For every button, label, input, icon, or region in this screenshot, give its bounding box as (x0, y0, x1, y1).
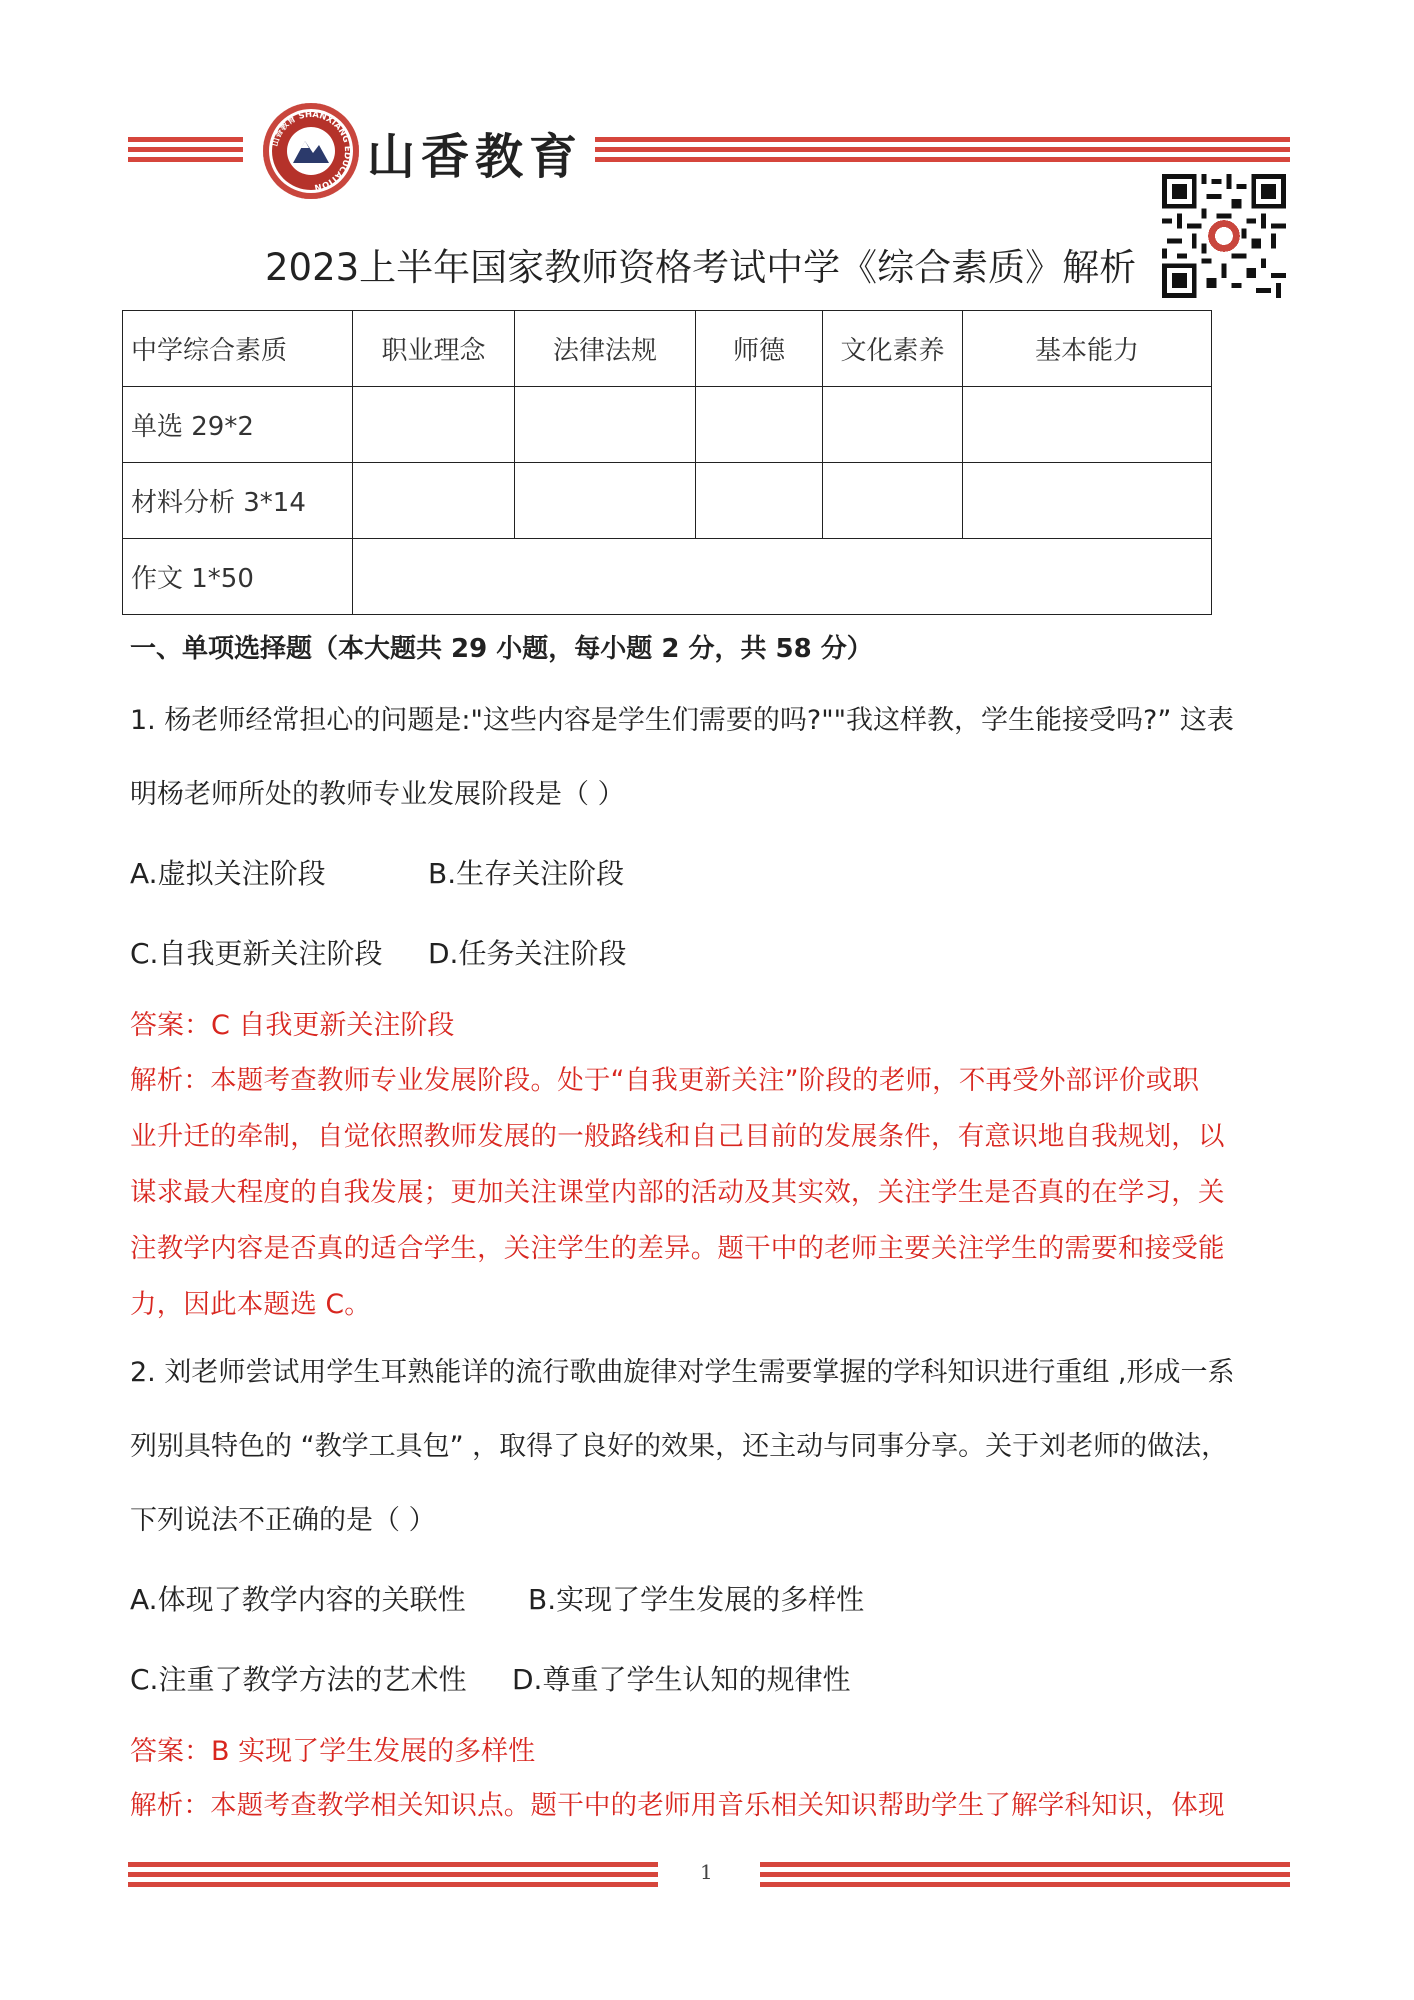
table-header-cell: 法律法规 (515, 311, 696, 387)
question-2-line-3: 下列说法不正确的是（ ） (130, 1505, 436, 1536)
question-1-line-1: 1. 杨老师经常担心的问题是:"这些内容是学生们需要的吗?""我这样教，学生能接受吗?” 这表 (130, 705, 1234, 736)
question-2-line-2: 列别具特色的 “教学工具包” ，取得了良好的效果，还主动与同事分享。关于刘老师的做法， (130, 1431, 1229, 1462)
question-1-option-c: C.自我更新关注阶段 (130, 937, 383, 970)
question-1-analysis-line: 业升迁的牵制，自觉依照教师发展的一般路线和自己目前的发展条件，有意识地自我规划，以 (130, 1121, 1225, 1152)
table-header-cell: 基本能力 (963, 311, 1212, 387)
table-cell (515, 463, 696, 539)
question-1-analysis-line: 注教学内容是否真的适合学生，关注学生的差异。题干中的老师主要关注学生的需要和接受能 (130, 1233, 1225, 1264)
table-header-cell: 职业理念 (353, 311, 515, 387)
question-2-analysis-line: 解析：本题考查教学相关知识点。题干中的老师用音乐相关知识帮助学生了解学科知识，体现 (130, 1790, 1225, 1821)
footer-stripes-left (128, 1862, 658, 1887)
footer-stripes-right (760, 1862, 1290, 1887)
table-cell (353, 387, 515, 463)
logo-ring-text: 山香教育 SHANXIANG EDUCATION (270, 109, 353, 192)
table-cell (515, 387, 696, 463)
section-title: 一、单项选择题（本大题共 29 小题，每小题 2 分，共 58 分） (130, 634, 873, 664)
question-1-analysis-line: 解析：本题考查教师专业发展阶段。处于“自我更新关注”阶段的老师，不再受外部评价或职 (130, 1065, 1200, 1096)
table-cell: 作文 1*50 (123, 539, 353, 615)
table-cell (696, 387, 823, 463)
table-cell (696, 463, 823, 539)
table-cell (963, 463, 1212, 539)
question-2-line-1: 2. 刘老师尝试用学生耳熟能详的流行歌曲旋律对学生需要掌握的学科知识进行重组 ,形成一系 (130, 1357, 1235, 1388)
question-1-option-d: D.任务关注阶段 (428, 937, 627, 970)
table-cell: 材料分析 3*14 (123, 463, 353, 539)
table-row (123, 387, 1212, 463)
header-stripes-right (595, 137, 1290, 162)
question-1-analysis-line: 谋求最大程度的自我发展；更加关注课堂内部的活动及其实效，关注学生是否真的在学习，关 (130, 1177, 1225, 1208)
table-cell (823, 463, 963, 539)
page-number: 1 (700, 1860, 713, 1884)
question-1-analysis-line: 力，因此本题选 C。 (130, 1289, 371, 1320)
page-title: 2023上半年国家教师资格考试中学《综合素质》解析 (265, 246, 1137, 289)
table-cell (353, 539, 1212, 615)
question-2-answer: 答案：B 实现了学生发展的多样性 (130, 1736, 536, 1767)
question-2-option-a: A.体现了教学内容的关联性 (130, 1583, 466, 1616)
brand-name: 山香教育 (367, 129, 584, 185)
table-cell (823, 387, 963, 463)
table-header-cell: 师德 (696, 311, 823, 387)
table-cell (963, 387, 1212, 463)
table-row (123, 539, 1212, 615)
table-header-cell: 中学综合素质 (123, 311, 353, 387)
question-1-line-2: 明杨老师所处的教师专业发展阶段是（ ） (130, 779, 625, 810)
table-cell (353, 463, 515, 539)
question-2-option-b: B.实现了学生发展的多样性 (528, 1583, 865, 1616)
table-header-row (123, 311, 1212, 387)
table-row (123, 463, 1212, 539)
qr-code (1162, 174, 1286, 298)
question-1-answer: 答案：C 自我更新关注阶段 (130, 1010, 455, 1041)
question-2-option-c: C.注重了教学方法的艺术性 (130, 1663, 467, 1696)
header-stripes-left (128, 137, 243, 162)
question-2-option-d: D.尊重了学生认知的规律性 (512, 1663, 851, 1696)
score-distribution-table (122, 310, 1212, 615)
question-1-option-b: B.生存关注阶段 (428, 857, 625, 890)
question-1-option-a: A.虚拟关注阶段 (130, 857, 326, 890)
table-cell: 单选 29*2 (123, 387, 353, 463)
table-header-cell: 文化素养 (823, 311, 963, 387)
brand-logo (263, 103, 359, 199)
